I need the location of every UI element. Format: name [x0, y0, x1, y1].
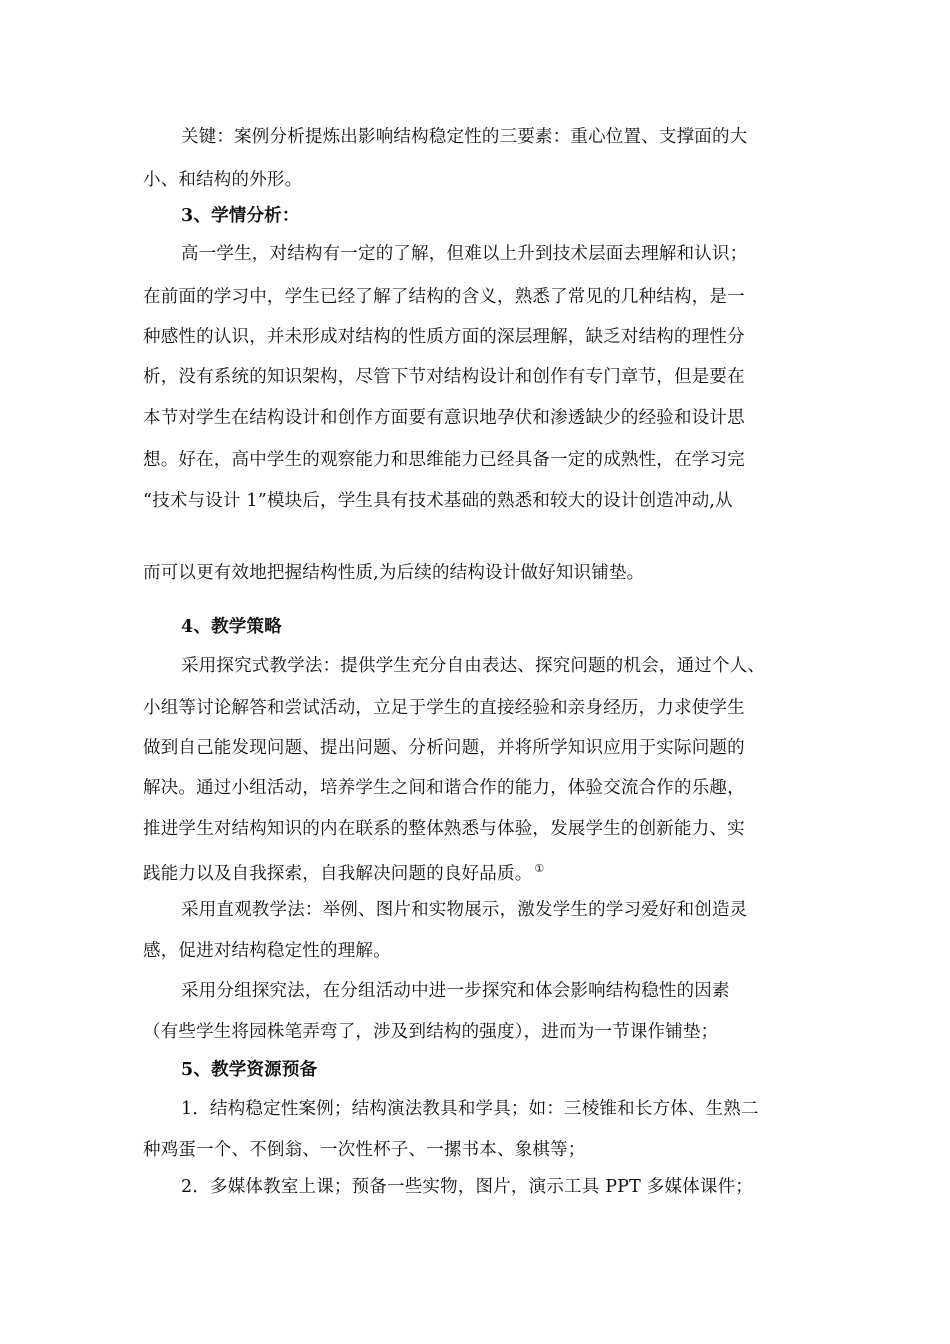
strategy3-line-2: （有些学生将园株笔弄弯了，涉及到结构的强度），进而为一节课作铺垫；: [143, 1022, 719, 1042]
student-paragraph-line-1: 高一学生，对结构有一定的了解，但难以上升到技术层面去理解和认识；: [181, 244, 748, 264]
strategy1-line-6: [143, 858, 544, 885]
strategy3-line-1: 采用分组探究法，在分组活动中进一步探究和体会影响结构稳性的因素: [181, 981, 730, 1001]
key-paragraph-line-1: 关键：案例分析提炼出影响结构稳定性的三要素：重心位置、支撑面的大: [181, 127, 748, 147]
student-paragraph-line-5: 本节对学生在结构设计和创作方面要有意识地孕伏和渗透缺少的经验和设计思: [143, 408, 745, 428]
student-paragraph-line-6: 想。好在，高中学生的观察能力和思维能力已经具备一定的成熟性，在学习完: [143, 450, 745, 470]
strategy1-line-2: 小组等讨论解答和尝试活动，立足于学生的直接经验和亲身经历，力求使学生: [143, 698, 745, 718]
student-paragraph-line-7: “技术与设计 1”模块后，学生具有技术基础的熟悉和较大的设计创造冲动,从: [143, 491, 733, 511]
student-paragraph-line-4: 析，没有系统的知识架构，尽管下节对结构设计和创作有专门章节，但是要在: [143, 367, 745, 387]
section-heading-teaching-strategy: 4、教学策略: [181, 617, 282, 637]
section-heading-resource-preparation: 5、教学资源预备: [181, 1060, 318, 1080]
strategy2-line-2: 感，促进对结构稳定性的理解。: [143, 941, 391, 961]
student-paragraph-line-2: 在前面的学习中，学生已经了解了结构的含义，熟悉了常见的几种结构，是一: [143, 287, 745, 307]
strategy1-line-1: 采用探究式教学法：提供学生充分自由表达、探究问题的机会，通过个人、: [181, 656, 766, 676]
student-paragraph-line-3: 种感性的认识，并未形成对结构的性质方面的深层理解，缺乏对结构的理性分: [143, 327, 745, 347]
section-heading-learning-analysis: 3、学情分析：: [181, 206, 300, 226]
resource1-line-2: 种鸡蛋一个、不倒翁、一次性杯子、一摞书本、象棋等；: [143, 1140, 586, 1160]
strategy1-line-3: 做到自己能发现问题、提出问题、分析问题，并将所学知识应用于实际问题的: [143, 738, 745, 758]
strategy1-line-4: 解决。通过小组活动，培养学生之间和谐合作的能力，体验交流合作的乐趣，: [143, 778, 745, 798]
strategy1-line-6-text: 践能力以及自我探索，自我解决问题的良好品质。: [143, 863, 533, 884]
strategy1-line-5: 推进学生对结构知识的内在联系的整体熟悉与体验，发展学生的创新能力、实: [143, 819, 745, 839]
key-paragraph-line-2: 小、和结构的外形。: [143, 170, 303, 190]
resource1-line-1: 1．结构稳定性案例；结构演法教具和学具；如：三棱锥和长方体、生熟二: [181, 1099, 759, 1119]
strategy2-line-1: 采用直观教学法：举例、图片和实物展示，激发学生的学习爱好和创造灵: [181, 900, 748, 920]
student-paragraph-line-8: 而可以更有效地把握结构性质,为后续的结构设计做好知识铺垫。: [143, 563, 645, 583]
resource2-line-1: 2．多媒体教室上课；预备一些实物，图片，演示工具 PPT 多媒体课件；: [181, 1177, 753, 1197]
footnote-mark[interactable]: ①: [534, 862, 545, 875]
